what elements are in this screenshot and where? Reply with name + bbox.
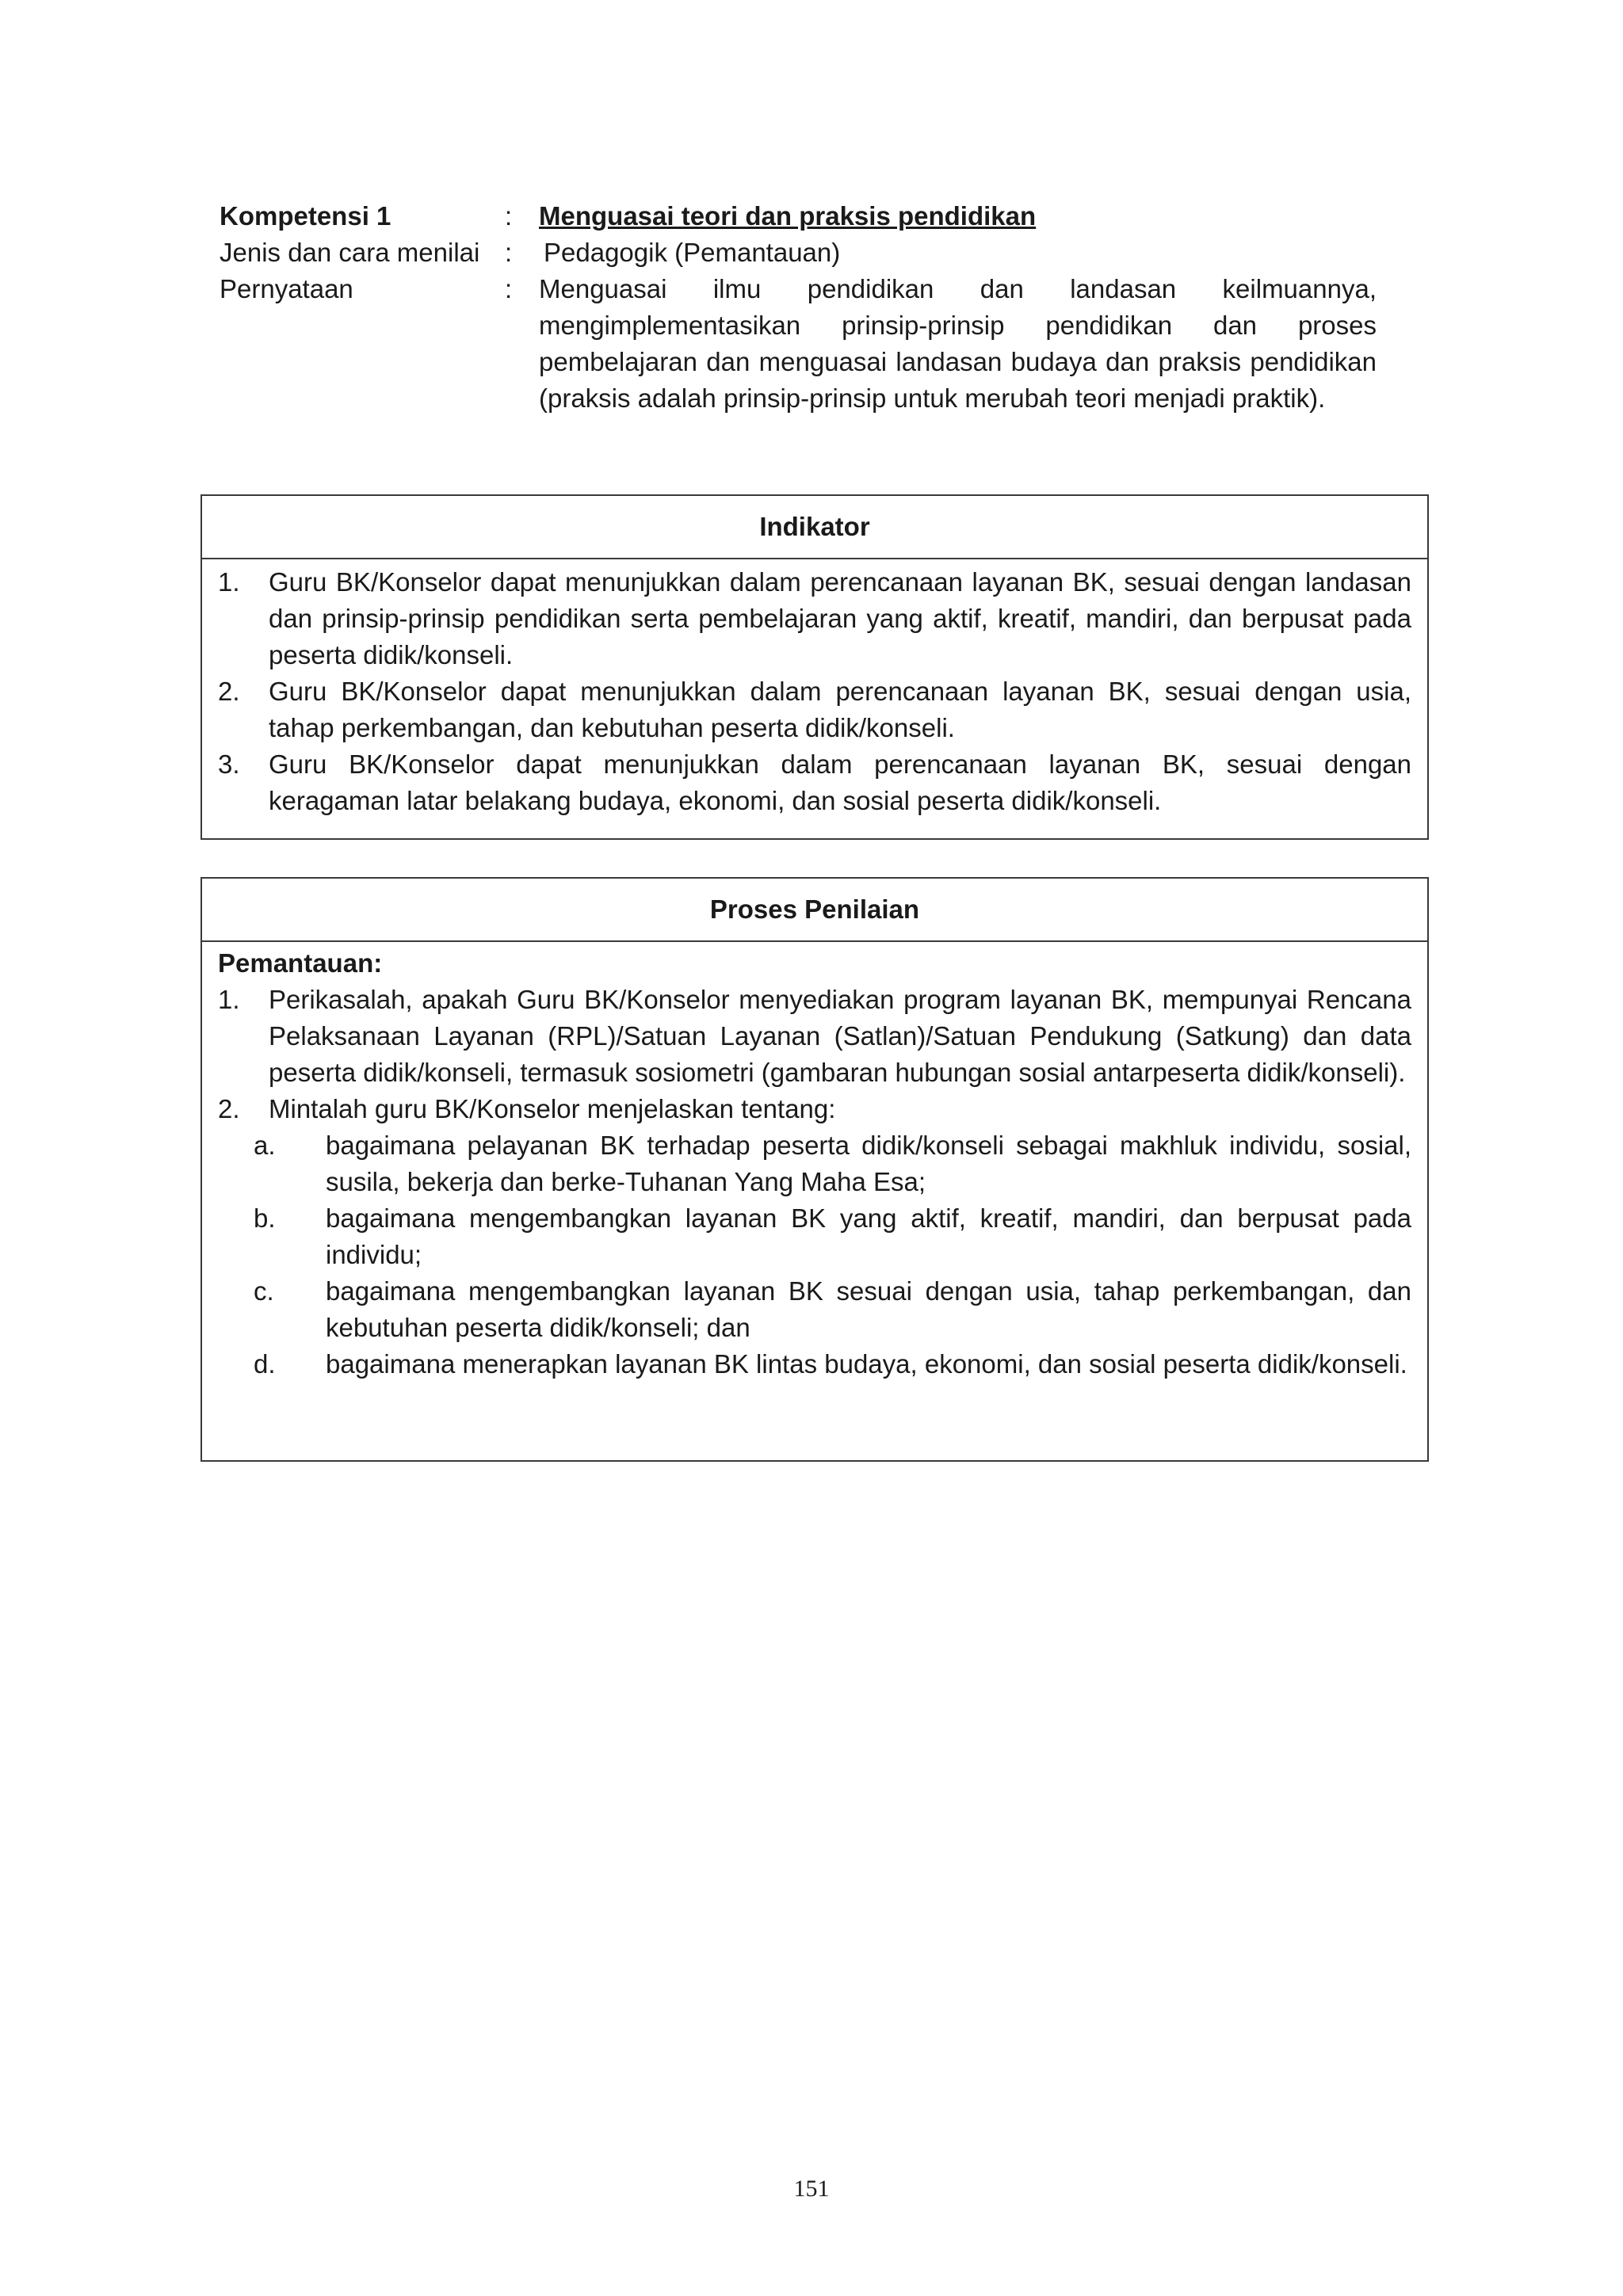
sublist-marker: b.: [254, 1203, 276, 1233]
proses-subitem-text: bagaimana mengembangkan layanan BK sesuai dengan usia, tahap perkembangan, dan kebutuhan peserta didik/konseli; dan: [326, 1276, 1411, 1342]
sublist-marker: d.: [254, 1349, 276, 1379]
indikator-list: [202, 559, 1427, 824]
proses-subitem: [216, 1346, 1411, 1383]
page-number: 151: [793, 2176, 830, 2202]
proses-subitem: [216, 1127, 1411, 1200]
header-row-kompetensi: [220, 198, 1392, 235]
proses-subitem-text: bagaimana mengembangkan layanan BK yang aktif, kreatif, mandiri, dan berpusat pada individu;: [326, 1203, 1411, 1269]
indikator-item-text: Guru BK/Konselor dapat menunjukkan dalam perencanaan layanan BK, sesuai dengan usia, tahap perkembangan, dan kebutuhan peserta didik/konseli.: [269, 677, 1411, 742]
jenis-value: Pedagogik (Pemantauan): [544, 238, 841, 267]
indikator-box: [200, 494, 1429, 840]
competency-header: [220, 198, 1392, 417]
indikator-item: [216, 564, 1411, 673]
list-marker: 1.: [218, 985, 240, 1014]
proses-title: Proses Penilaian: [202, 879, 1427, 942]
pernyataan-colon: :: [505, 274, 513, 303]
proses-sublist: [216, 1127, 1411, 1383]
indikator-title: Indikator: [202, 496, 1427, 559]
header-row-pernyataan: [220, 271, 1392, 417]
list-marker: 1.: [218, 567, 240, 597]
pernyataan-label: Pernyataan: [220, 274, 353, 303]
sublist-marker: a.: [254, 1131, 276, 1160]
proses-penilaian-box: [200, 877, 1429, 1462]
indikator-item-text: Guru BK/Konselor dapat menunjukkan dalam perencanaan layanan BK, sesuai dengan landasan dan prinsip-prinsip pendidikan serta pembelajaran yang aktif, kreatif, mandiri, dan berpusat pada peserta didik/konseli.: [269, 567, 1411, 669]
proses-item: [216, 1091, 1411, 1127]
indikator-item: [216, 746, 1411, 819]
pemantauan-subheading: Pemantauan:: [218, 948, 383, 978]
proses-item-text: Mintalah guru BK/Konselor menjelaskan tentang:: [269, 1094, 836, 1123]
proses-subitem: [216, 1200, 1411, 1273]
jenis-label: Jenis dan cara menilai: [220, 238, 480, 267]
kompetensi-value: Menguasai teori dan praksis pendidikan: [539, 201, 1037, 231]
proses-item: [216, 982, 1411, 1091]
indikator-item: [216, 673, 1411, 746]
proses-subitem-text: bagaimana pelayanan BK terhadap peserta didik/konseli sebagai makhluk individu, sosial, susila, bekerja dan berke-Tuhanan Yang Maha Esa;: [326, 1131, 1411, 1196]
proses-item-text: Perikasalah, apakah Guru BK/Konselor menyediakan program layanan BK, mempunyai Rencana Pelaksanaan Layanan (RPL)/Satuan Layanan (Satlan)/Satuan Pendukung (Satkung) dan data peserta didik/konseli, termasuk sosiometri (gambaran hubungan sosial antarpeserta didik/konseli).: [269, 985, 1411, 1087]
list-marker: 2.: [218, 677, 240, 706]
list-marker: 3.: [218, 749, 240, 779]
sublist-marker: c.: [254, 1276, 274, 1306]
pernyataan-value: Menguasai ilmu pendidikan dan landasan keilmuannya, mengimplementasikan prinsip-prinsip pendidikan dan proses pembelajaran dan menguasai landasan budaya dan praksis pendidikan (praksis adalah prinsip-prinsip untuk merubah teori menjadi praktik).: [539, 274, 1377, 413]
proses-subitem: [216, 1273, 1411, 1346]
proses-content: [202, 942, 1427, 1387]
header-row-jenis: [220, 235, 1392, 271]
list-marker: 2.: [218, 1094, 240, 1123]
jenis-colon: :: [505, 238, 513, 267]
proses-subitem-text: bagaimana menerapkan layanan BK lintas budaya, ekonomi, dan sosial peserta didik/konseli.: [326, 1349, 1407, 1379]
kompetensi-label: Kompetensi 1: [220, 201, 391, 231]
indikator-item-text: Guru BK/Konselor dapat menunjukkan dalam perencanaan layanan BK, sesuai dengan keragaman latar belakang budaya, ekonomi, dan sosial peserta didik/konseli.: [269, 749, 1411, 815]
kompetensi-colon: :: [505, 201, 513, 231]
